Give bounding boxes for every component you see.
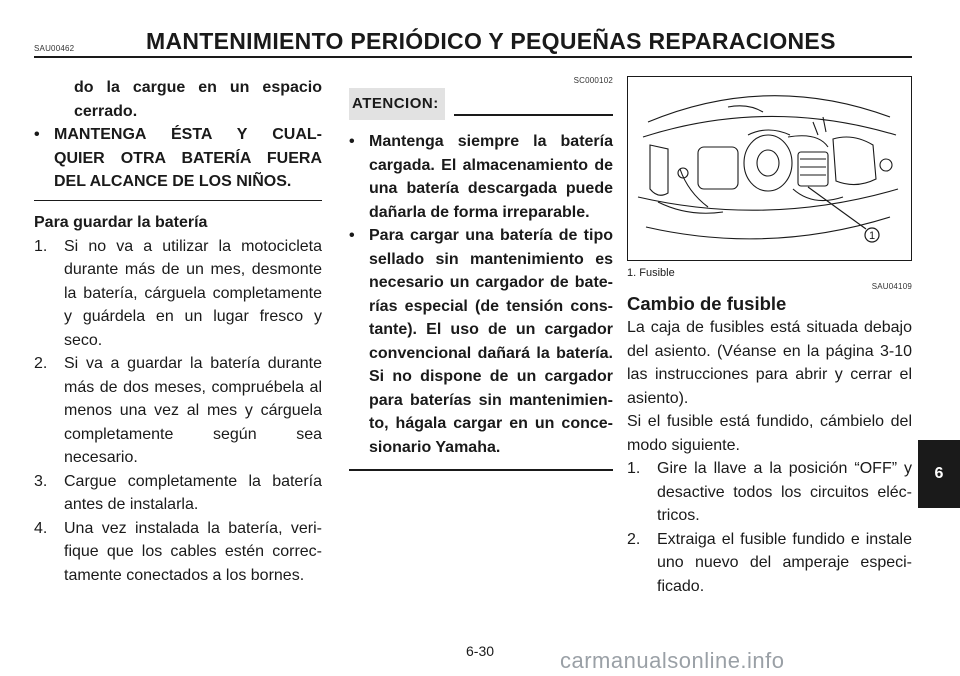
page-number: 6-30 [466, 643, 495, 659]
warning-bullet [34, 123, 322, 194]
header-code: SAU00462 [34, 44, 75, 53]
step-text: Gire la llave a la posición “OFF” y desactive todos los circuitos eléctricos. [657, 460, 912, 524]
step-number: 2. [627, 530, 641, 548]
figure-caption: 1. Fusible [627, 267, 675, 279]
page-title: MANTENIMIENTO PERIÓDICO Y PEQUEÑAS REPARACIONES [146, 28, 836, 54]
caution-header [349, 88, 613, 118]
step-number: 3. [34, 472, 48, 490]
fuse-box-figure [627, 76, 912, 261]
watermark: carmanualsonline.info [560, 648, 785, 673]
fuse-section-heading: Cambio de fusible [627, 293, 787, 314]
step-text: Extraiga el fusible fundido e instale uno nuevo del amperaje especificado. [657, 530, 912, 595]
warning-bullet-line-2: QUIER OTRA BATERÍA FUERA [54, 149, 322, 167]
storage-step [34, 517, 322, 588]
step-text: Cargue completamente la batería antes de instalarla. [64, 472, 322, 513]
column-3 [627, 76, 912, 598]
column-2 [349, 76, 613, 471]
fuse-intro-paragraph: La caja de fusibles está situada debajo del asiento. (Véanse en la página 3-10 las instrucciones para abrir y cerrar el asiento). [627, 319, 912, 407]
bullet-dot: • [349, 133, 355, 150]
caution-bullet [349, 130, 613, 224]
bullet-dot: • [34, 126, 40, 143]
caution-end-rule [349, 469, 613, 471]
caution-label: ATENCION: [349, 88, 445, 120]
warning-line-2: cerrado. [74, 102, 138, 120]
step-text: Si no va a utilizar la motocicleta durante más de un mes, desmonte la batería, cárguela completamente y guárdela en un lugar fresco y seco. [64, 237, 322, 349]
warning-bullet-line-1: MANTENGA ÉSTA Y CUAL- [54, 126, 322, 143]
fuse-step [627, 457, 912, 528]
motorcycle-underseat-illustration [628, 77, 910, 259]
fuse-step [627, 528, 912, 599]
step-number: 2. [34, 355, 48, 372]
fuse-instruction-paragraph: Si el fusible está fundido, cámbielo del modo siguiente. [627, 413, 912, 454]
warning-line-1: do la cargue en un espacio [74, 79, 322, 96]
header-rule [34, 56, 912, 58]
caution-rule [454, 114, 613, 116]
section-code: SAU04109 [871, 282, 912, 291]
chapter-tab[interactable]: 6 [918, 440, 960, 508]
step-number: 1. [627, 460, 641, 477]
callout-number: 1 [868, 230, 876, 242]
warning-bullet-line-3: DEL ALCANCE DE LOS NIÑOS. [54, 173, 292, 190]
column-1 [34, 76, 322, 587]
warning-continuation [34, 76, 322, 123]
step-number: 4. [34, 519, 48, 537]
storage-heading: Para guardar la batería [34, 214, 208, 231]
caution-bullet-text: Mantenga siempre la batería cargada. El almacenamiento de una batería descargada puede dañarla de forma irreparable. [369, 133, 613, 221]
storage-step [34, 470, 322, 517]
storage-step [34, 352, 322, 470]
caution-bullet-text: Para cargar una batería de tipo sellado sin mantenimiento es necesario un cargador de baterías especial (de tensión constante). El uso de un cargador convencional dañará la batería. Si no dispone de un cargador para baterías sin mantenimiento, hágala cargar en un concesionario Yamaha. [369, 227, 613, 456]
warning-end-rule [34, 200, 322, 202]
bullet-dot: • [349, 227, 355, 244]
step-text: Una vez instalada la batería, verifique que los cables estén correctamente conectados a los bornes. [64, 519, 322, 584]
step-number: 1. [34, 237, 48, 255]
storage-step [34, 235, 322, 353]
caution-code: SC000102 [573, 76, 613, 85]
caution-bullet [349, 224, 613, 459]
step-text: Si va a guardar la batería durante más de dos meses, compruébela al menos una vez al mes y cárguela completamente según sea necesario. [64, 355, 322, 466]
